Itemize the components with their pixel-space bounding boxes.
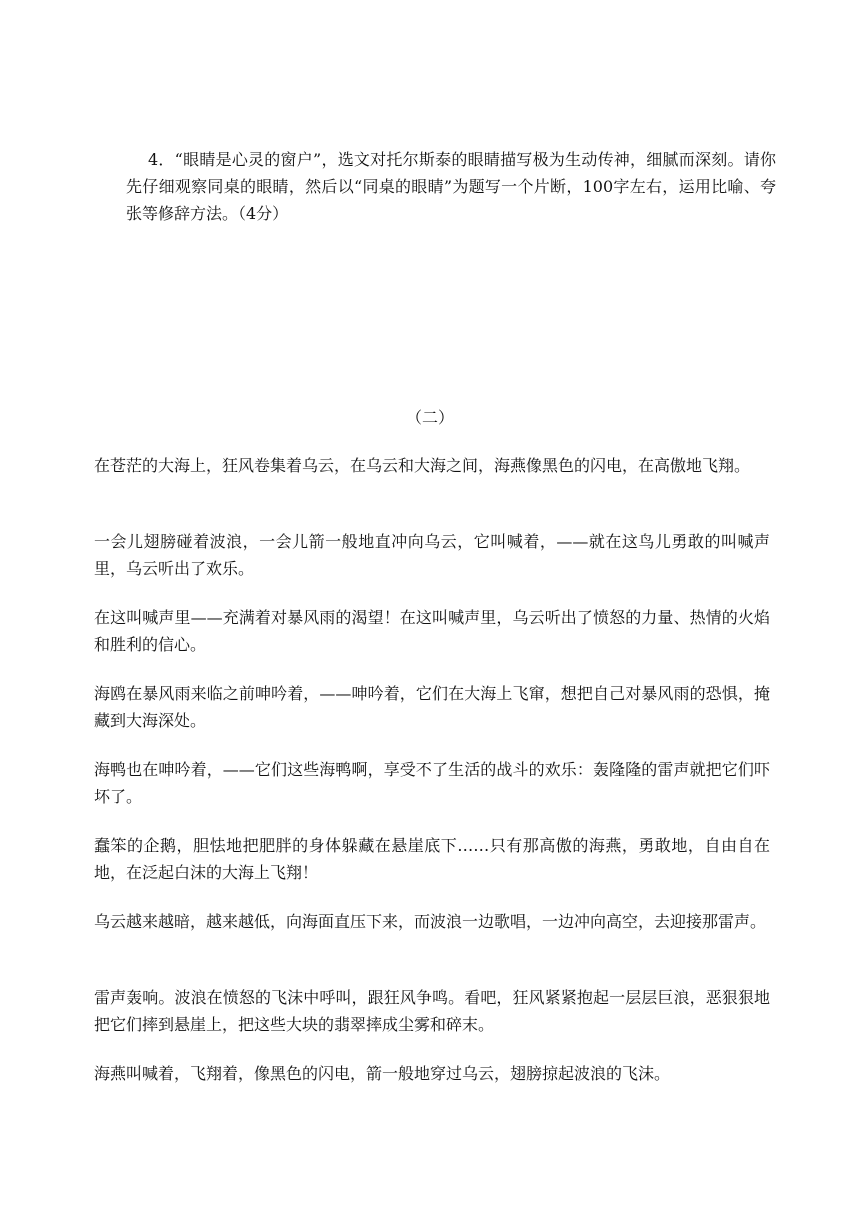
passage-paragraph-4: 海鸥在暴风雨来临之前呻吟着，——呻吟着，它们在大海上飞窜，想把自己对暴风雨的恐惧，掩藏到大海深处。 [94,684,770,730]
passage-paragraph-6: 蠢笨的企鹅，胆怯地把肥胖的身体躲藏在悬崖底下……只有那高傲的海燕，勇敢地，自由自在地，在泛起白沫的大海上飞翔！ [94,836,770,882]
passage-paragraph-3: 在这叫喊声里——充满着对暴风雨的渴望！在这叫喊声里，乌云听出了愤怒的力量、热情的火焰和胜利的信心。 [94,608,770,654]
passage-paragraph-7: 乌云越来越暗，越来越低，向海面直压下来，而波浪一边歌唱，一边冲向高空，去迎接那雷声。 [94,912,767,931]
passage [94,452,770,1109]
question-4-text: 4．“眼睛是心灵的窗户”，选文对托尔斯泰的眼睛描写极为生动传神，细腻而深刻。请你先仔细观察同桌的眼睛，然后以“同桌的眼睛”为题写一个片断，100字左右，运用比喻、夸张等修辞方法。（4分） [126,150,776,223]
passage-paragraph-8: 雷声轰响。波浪在愤怒的飞沫中呼叫，跟狂风争鸣。看吧，狂风紧紧抱起一层层巨浪，恶狠狠地把它们摔到悬崖上，把这些大块的翡翠摔成尘雾和碎末。 [94,988,770,1034]
passage-paragraph-1: 在苍茫的大海上，狂风卷集着乌云，在乌云和大海之间，海燕像黑色的闪电，在高傲地飞翔。 [94,456,751,475]
passage-paragraph-2: 一会儿翅膀碰着波浪，一会儿箭一般地直冲向乌云，它叫喊着，——就在这鸟儿勇敢的叫喊声里，乌云听出了欢乐。 [94,532,770,578]
passage-paragraph-9: 海燕叫喊着，飞翔着，像黑色的闪电，箭一般地穿过乌云，翅膀掠起波浪的飞沫。 [94,1064,671,1083]
passage-paragraph-5: 海鸭也在呻吟着，——它们这些海鸭啊，享受不了生活的战斗的欢乐：轰隆隆的雷声就把它们吓坏了。 [94,760,770,806]
section-heading: （二） [405,408,454,427]
